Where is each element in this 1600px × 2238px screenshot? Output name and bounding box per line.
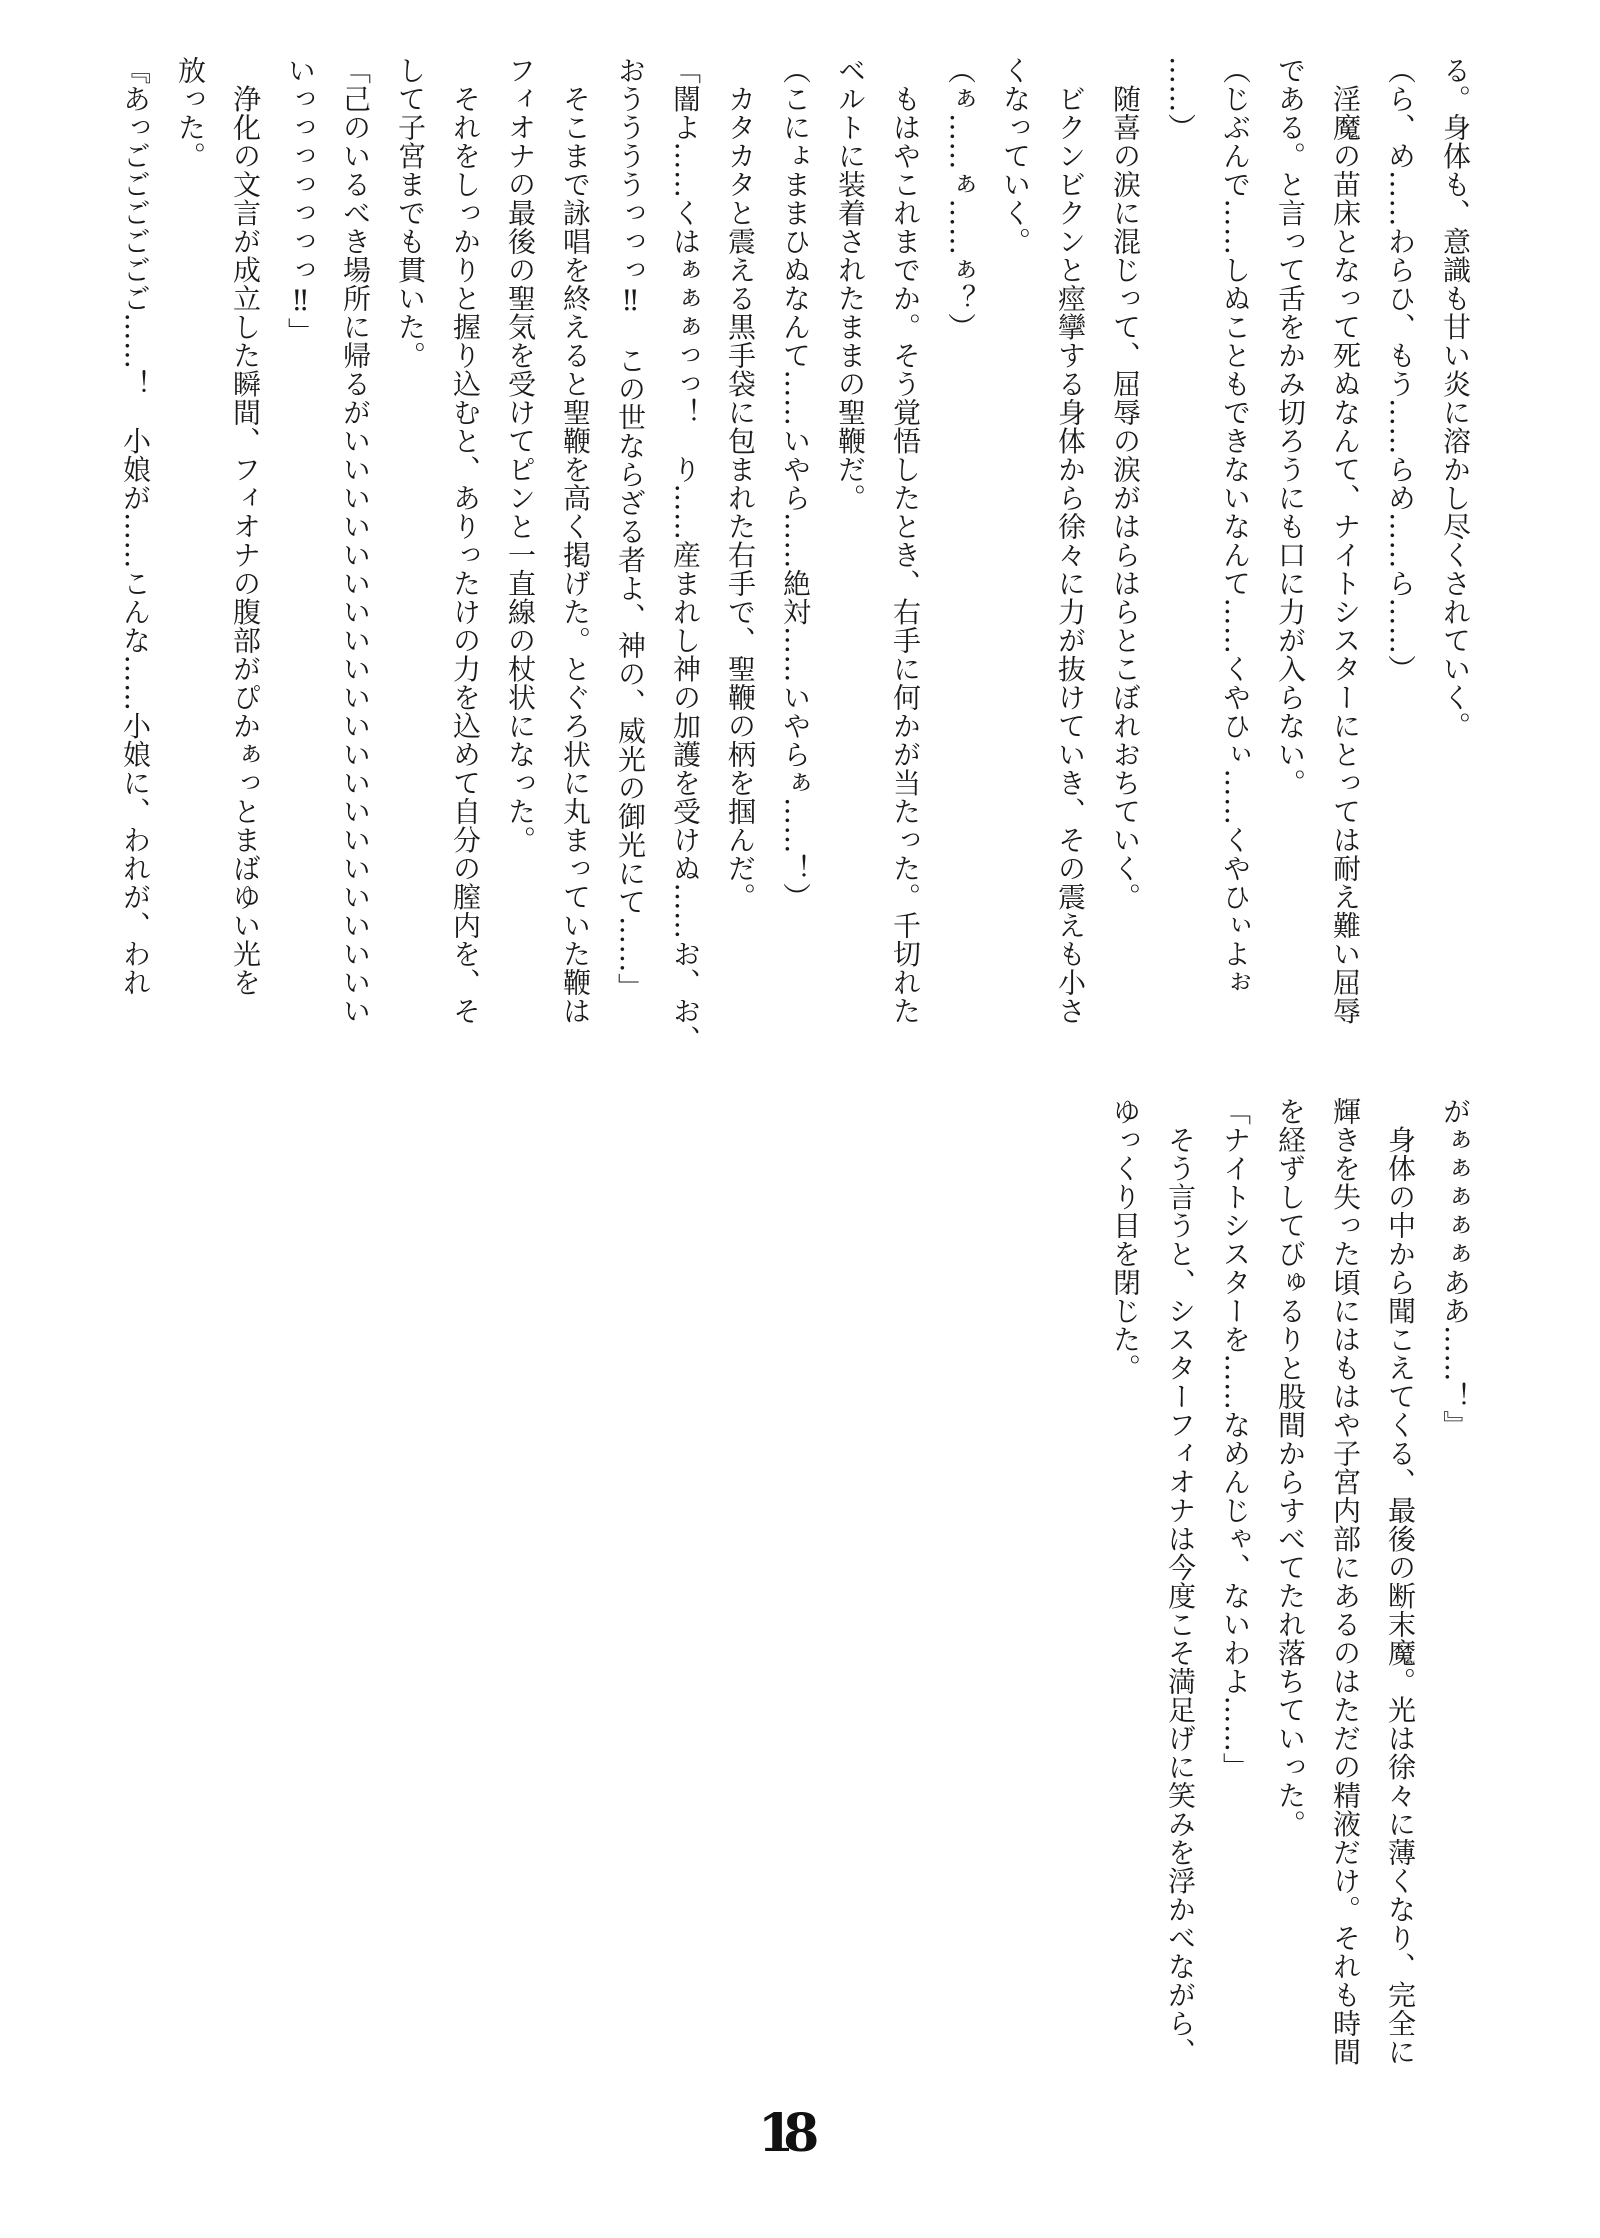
text-line: 身体の中から聞こえてくる、最後の断末魔。光は徐々に薄くなり、完全に (1384, 1097, 1417, 2066)
text-line: 「ナイトシスターを……なめんじゃ、ないわよ……」 (1219, 1097, 1252, 1781)
text-line: がぁぁぁぁぁああ……！』 (1439, 1097, 1472, 1439)
text-line: 『あっごごごごごご……！ 小娘が……こんな……小娘に、われが、われ (119, 56, 152, 997)
text-line: フィオナの最後の聖気を受けてピンと一直線の杖状になった。 (504, 56, 537, 854)
text-line: 浄化の文言が成立した瞬間、フィオナの腹部がぴかぁっとまばゆい光を (229, 56, 262, 997)
text-line: そこまで詠唱を終えると聖鞭を高く掲げた。とぐろ状に丸まっていた鞭は (559, 56, 592, 1025)
page-number: 18 (758, 2103, 809, 2164)
text-line: 「己のいるべき場所に帰るがいいいいいいいいいいいいいいいいいいいいい (339, 56, 372, 1025)
text-line: ゆっくり目を閉じた。 (1109, 1097, 1142, 1382)
text-line: いっっっっっっっ‼」 (284, 56, 317, 346)
text-line: ビクンビクンと痙攣する身体から徐々に力が抜けていき、その震えも小さ (1054, 56, 1087, 1025)
text-line: 放った。 (174, 56, 207, 170)
text-line: を経ずしてびゅるりと股間からすべてたれ落ちていった。 (1274, 1097, 1307, 1838)
text-line: る。身体も、意識も甘い炎に溶かし尽くされていく。 (1439, 56, 1472, 740)
text-line: ベルトに装着されたままの聖鞭だ。 (834, 56, 867, 512)
text-line: して子宮までも貫いた。 (394, 56, 427, 370)
text-line: （こにょままひぬなんて……いやら……絶対……いやらぁ……！） (779, 56, 812, 911)
text-line: カタカタと震える黒手袋に包まれた右手で、聖鞭の柄を掴んだ。 (724, 56, 757, 911)
text-line: である。と言って舌をかみ切ろうにも口に力が入らない。 (1274, 56, 1307, 797)
text-line: おううううっっっ‼ この世ならざる者よ、神の、威光の御光にて……」 (614, 56, 647, 1002)
text-line: それをしっかりと握り込むと、ありったけの力を込めて自分の膣内を、そ (449, 56, 482, 1025)
text-line: もはやこれまでか。そう覚悟したとき、右手に何かが当たった。千切れた (889, 56, 922, 1025)
text-line: 随喜の涙に混じって、屈辱の涙がはらはらとこぼれおちていく。 (1109, 56, 1142, 911)
text-line: （ぁ……ぁ……ぁ？） (944, 56, 977, 341)
text-line: ……） (1164, 56, 1197, 142)
text-line: 「闇よ……くはぁぁぁっっ！ り……産まれし神の加護を受けぬ……お、お、 (669, 56, 702, 1054)
text-line: 輝きを失った頃にはもはや子宮内部にあるのはただの精液だけ。それも時間 (1329, 1097, 1362, 2066)
text-line: （じぶんで……しぬこともできないなんて……くやひぃ……くやひぃよぉ (1219, 56, 1252, 997)
text-band-bottom (1098, 1097, 1483, 2066)
text-line: そう言うと、シスターフィオナは今度こそ満足げに笑みを浮かべながら、 (1164, 1097, 1197, 2066)
text-line: 淫魔の苗床となって死ぬなんて、ナイトシスターにとっては耐え難い屈辱 (1329, 56, 1362, 1025)
text-band-top (108, 56, 1483, 1054)
text-line: （ら、め……わらひ、もう……らめ……ら……） (1384, 56, 1417, 683)
text-line: くなっていく。 (999, 56, 1032, 256)
